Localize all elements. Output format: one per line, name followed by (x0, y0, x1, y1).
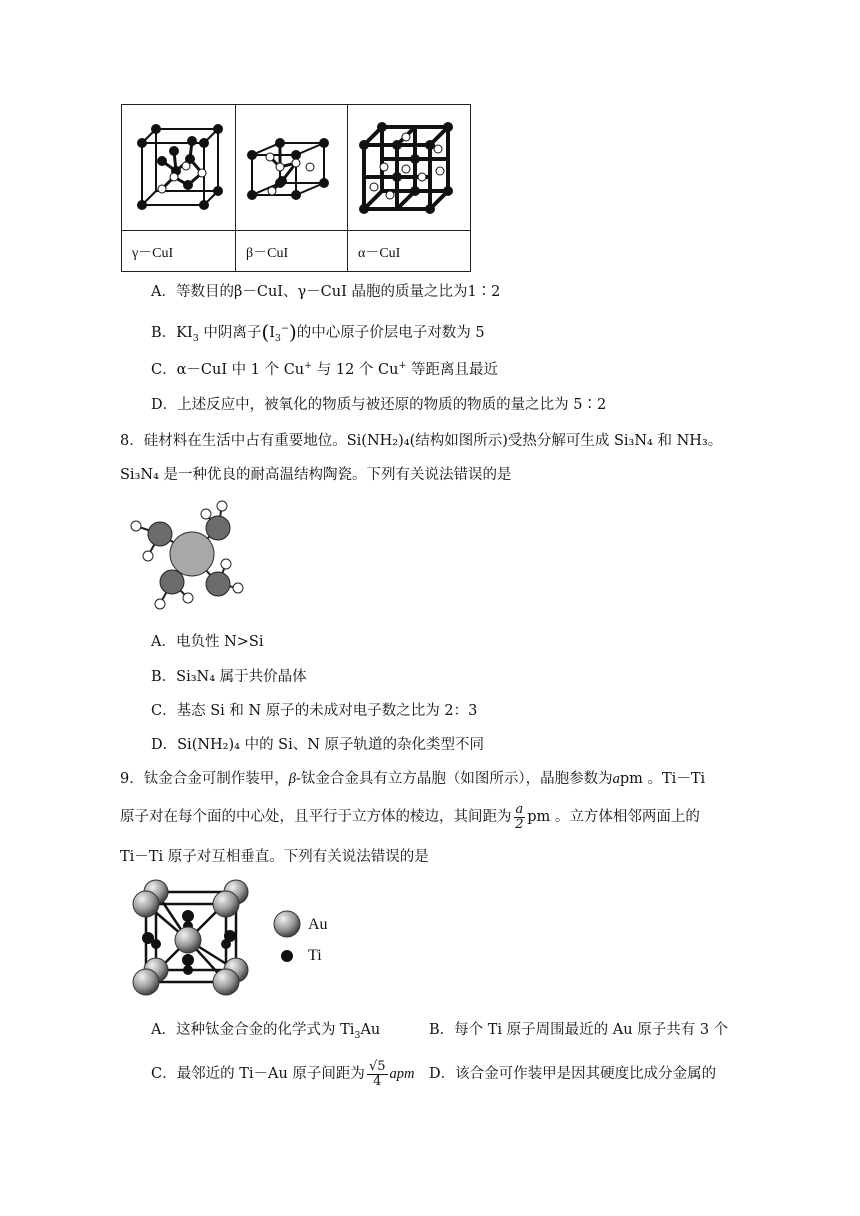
q7-option-d: D．上述反应中，被氧化的物质与被还原的物质的物质的量之比为 5∶2 (151, 397, 607, 413)
q9-c-frac-den: 4 (373, 1073, 382, 1089)
q8-option-c: C．基态 Si 和 N 原子的未成对电子数之比为 2：3 (151, 703, 478, 719)
q8-option-d: D．Si(NH₂)₄ 中的 Si、N 原子轨道的杂化类型不同 (151, 737, 485, 753)
table-divider (122, 230, 470, 231)
q7-b-prefix: B． (151, 325, 177, 341)
q8-stem-line1: 8．硅材料在生活中占有重要地位。Si(NH₂)₄(结构如图所示)受热分解可生成 Si₃N₄ 和 NH₃。 (120, 433, 723, 449)
q9-c-fraction (367, 1060, 388, 1089)
q9-a-var: a (612, 771, 620, 787)
q7-c-mid: 与 12 个 Cu (312, 362, 399, 378)
q7-b-suffix: 的中心原子价层电子对数为 5 (296, 325, 485, 341)
q7-b-ion-sup: − (280, 323, 289, 335)
alpha-cui-caption: α－CuI (358, 246, 401, 261)
q9-c-frac-num: √5 (368, 1058, 386, 1074)
alpha-cui-cell (348, 105, 472, 271)
alpha-cui-structure-image (354, 119, 464, 215)
gamma-cui-cell (122, 105, 236, 271)
q9-a-sub: 3 (354, 1029, 361, 1041)
q7-b-mid: 中阴离子 (198, 325, 262, 341)
q8-option-a: A．电负性 N>Si (151, 634, 264, 650)
q9-stem-2b: pm 。立方体相邻两面上的 (527, 809, 700, 825)
legend-ti-label: Ti (308, 947, 322, 964)
q9-option-b: B．每个 Ti 原子周围最近的 Au 原子共有 3 个 (429, 1022, 729, 1038)
q7-b-ion: I (269, 325, 275, 341)
gamma-cui-caption: γ－CuI (132, 246, 174, 261)
gamma-cui-structure-image (132, 121, 226, 213)
q9-stem-1c: pm 。Ti－Ti (619, 771, 706, 787)
q7-option-c (151, 360, 498, 380)
q8-option-b: B．Si₃N₄ 属于共价晶体 (151, 669, 307, 685)
q7-b-formula-sub: 3 (192, 332, 199, 344)
q7-c-suffix: 等距离且最近 (406, 362, 499, 378)
q7-c-sup2: + (398, 360, 407, 372)
q7-b-formula: KI (176, 325, 193, 341)
q9-option-a (151, 1020, 380, 1040)
q9-stem-1b: -钛金合金具有立方晶胞（如图所示），晶胞参数为 (295, 771, 613, 787)
cui-structure-table (121, 104, 471, 272)
q9-c-prefix: C．最邻近的 Ti－Au 原子间距为 (151, 1066, 365, 1082)
q7-c-prefix: C．α－CuI 中 1 个 Cu (151, 362, 305, 378)
si-nh2-4-molecule-image (126, 494, 250, 616)
q9-stem-line3: Ti－Ti 原子对互相垂直。下列有关说法错误的是 (120, 849, 429, 865)
q9-stem-1a: 9．钛金合金可制作装甲， (120, 771, 289, 787)
q7-option-b: B．$KI_3$ 中阴离子$(I_3^-)$的中心原子价层电子对数为 5 (151, 320, 485, 344)
q7-b-ion-sub: 3 (274, 332, 281, 344)
q9-c-suffix: apm (389, 1066, 415, 1082)
q9-stem-line1 (120, 769, 705, 789)
q9-a-suffix: Au (360, 1022, 381, 1038)
q9-stem-2a: 原子对在每个面的中心处，且平行于立方体的棱边，其间距为 (120, 809, 512, 825)
beta-cui-structure-image (242, 121, 342, 213)
q9-frac-num: a (515, 801, 524, 817)
q9-frac-den: 2 (515, 816, 524, 832)
q9-option-d: D．该合金可作装甲是因其硬度比成分金属的 (429, 1066, 717, 1082)
legend-au-label: Au (308, 916, 328, 933)
q9-a-prefix: A．这种钛金合金的化学式为 Ti (151, 1022, 355, 1038)
q7-option-a: A．等数目的β－CuI、γ－CuI 晶胞的质量之比为1∶2 (151, 284, 501, 300)
beta-cui-caption: β－CuI (246, 246, 289, 261)
q7-c-sup1: + (304, 360, 313, 372)
q9-option-c (151, 1058, 414, 1090)
q9-fraction (514, 803, 526, 832)
ti-au-unit-cell-image (126, 878, 252, 1002)
q9-stem-line2 (120, 802, 700, 832)
beta-cui-cell (236, 105, 348, 271)
q8-stem-line2: Si₃N₄ 是一种优良的耐高温结构陶瓷。下列有关说法错误的是 (120, 467, 512, 483)
q9-beta: β (288, 771, 296, 787)
legend-symbols (272, 910, 302, 968)
